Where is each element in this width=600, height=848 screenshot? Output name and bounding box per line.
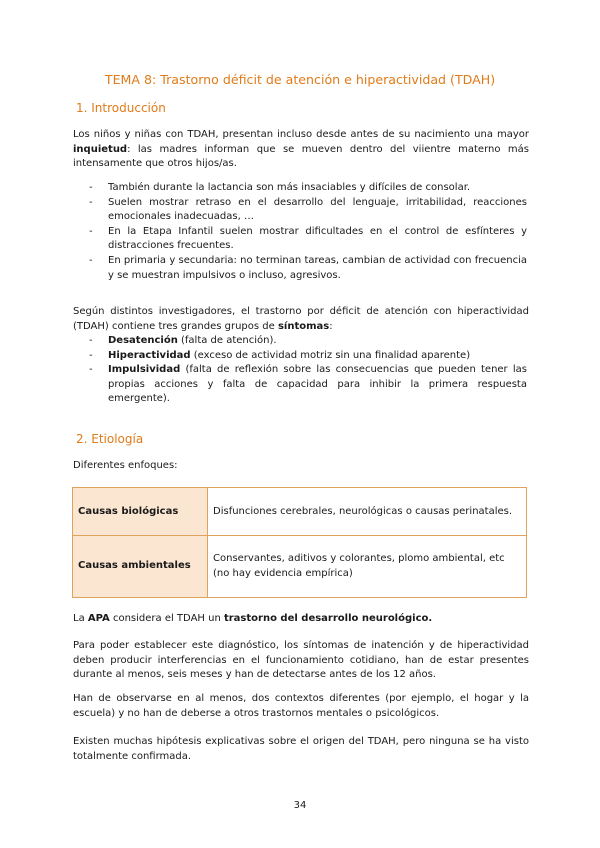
development-list [89, 181, 527, 283]
dash-marker: - [89, 349, 93, 361]
symptom-groups-paragraph [73, 305, 529, 334]
hypotheses-paragraph: Existen muchas hipótesis explicativas sobre el origen del TDAH, pero ninguna se ha visto totalmente confirmada. [73, 736, 529, 762]
page-number: 34 [293, 800, 307, 811]
apa-bold-2: trastorno del desarrollo neurológico. [223, 613, 433, 624]
symptom-term: Impulsividad [108, 364, 181, 376]
symptom-description: (falta de atención). [177, 335, 277, 346]
dash-marker: - [89, 225, 93, 237]
dash-marker: - [89, 254, 93, 266]
symptom-term: Desatención [108, 335, 178, 346]
symptom-description: (falta de reflexión sobre las consecuencias que pueden tener las propias acciones y falta de capacidad para inhibir la primera respuesta emergente). [108, 364, 527, 405]
list-item [89, 181, 527, 196]
groups-text-end: : [329, 320, 333, 332]
list-item [89, 334, 527, 349]
groups-text-start: Según distintos investigadores, el trastorno por déficit de atención con hiperactividad (TDAH) contiene tres grandes grupos de [73, 306, 529, 332]
list-item [89, 349, 527, 364]
dash-marker: - [89, 364, 93, 376]
apa-bold-1: APA [87, 613, 110, 624]
list-item [89, 254, 527, 283]
dash-marker: - [89, 196, 93, 208]
intro-bold-term: inquietud [73, 143, 128, 155]
dash-marker: - [89, 335, 93, 346]
table-row-label: Causas biológicas [73, 488, 208, 536]
dash-marker: - [89, 182, 93, 193]
apa-text-2: considera el TDAH un [109, 613, 224, 624]
symptom-description: (exceso de actividad motriz sin una finalidad aparente) [190, 349, 471, 361]
list-item-text: Suelen mostrar retraso en el desarrollo del lenguaje, irritabilidad, reacciones emocionales inadecuadas, … [108, 196, 527, 223]
table-row-label: Causas ambientales [73, 536, 208, 598]
apa-text-1: La [73, 613, 88, 624]
table-row [73, 488, 527, 536]
list-item [89, 225, 527, 254]
contexts-paragraph: Han de observarse en al menos, dos contextos diferentes (por ejemplo, el hogar y la escuela) y no han de deberse a otros trastornos mentales o psicológicos. [73, 693, 529, 719]
approaches-lead: Diferentes enfoques: [73, 460, 178, 471]
document-title: TEMA 8: Trastorno déficit de atención e hiperactividad (TDAH) [104, 72, 496, 87]
table-row [73, 536, 527, 598]
table-row-value: Disfunciones cerebrales, neurológicas o causas perinatales. [208, 488, 527, 536]
symptom-term: Hiperactividad [108, 349, 191, 361]
list-item-text: También durante la lactancia son más insaciables y difíciles de consolar. [108, 182, 471, 193]
intro-text-end: : las madres informan que se mueven dentro del viientre materno más intensamente que otros hijos/as. [73, 143, 529, 170]
causes-table [72, 487, 527, 598]
apa-paragraph [73, 612, 529, 627]
intro-text-start: Los niños y niñas con TDAH, presentan incluso desde antes de su nacimiento una mayor [73, 129, 529, 140]
list-item-text: En primaria y secundaria: no terminan tareas, cambian de actividad con frecuencia y se muestran impulsivos o incluso, agresivos. [108, 254, 527, 281]
groups-bold-term: síntomas [277, 320, 330, 332]
table-row-value: Conservantes, aditivos y colorantes, plomo ambiental, etc (no hay evidencia empírica) [208, 536, 527, 598]
section-heading-introduction: 1. Introducción [76, 101, 166, 115]
symptom-list [89, 334, 527, 407]
diagnosis-paragraph: Para poder establecer este diagnóstico, los síntomas de inatención y de hiperactividad deben producir interferencias en el funcionamiento cotidiano, han de estar presentes durante al menos, seis meses y han de detectarse antes de los 12 años. [73, 640, 529, 681]
intro-paragraph [73, 128, 529, 172]
list-item [89, 363, 527, 407]
list-item-text: En la Etapa Infantil suelen mostrar dificultades en el control de esfínteres y distracciones frecuentes. [108, 225, 527, 252]
section-heading-etiology: 2. Etiología [76, 432, 144, 446]
list-item [89, 196, 527, 225]
